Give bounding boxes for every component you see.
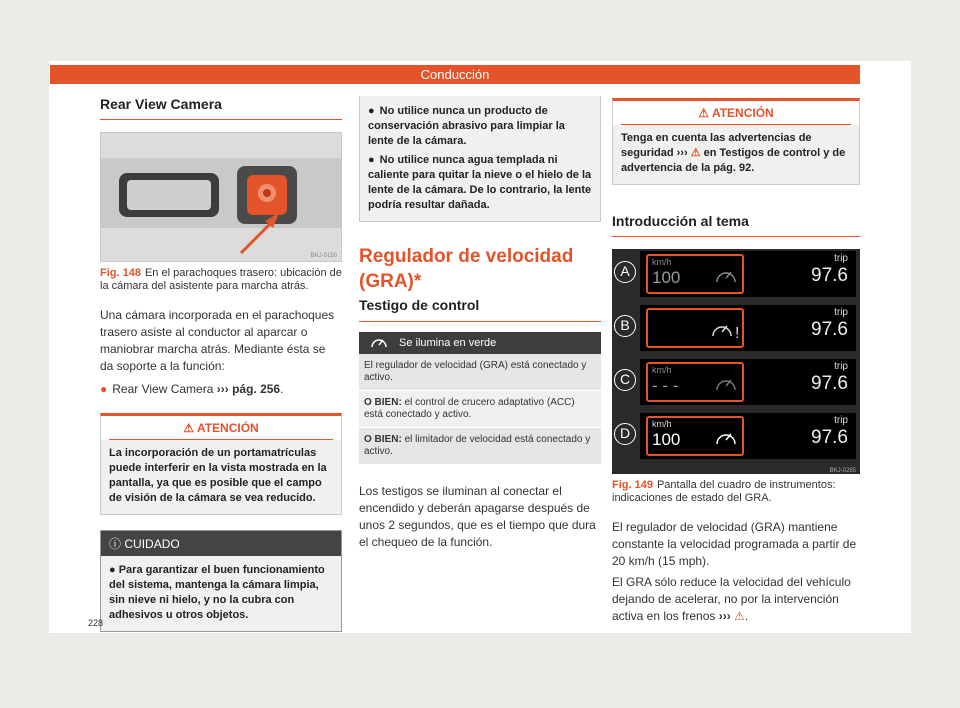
figure-caption [612,479,860,505]
bullet-end: . [280,382,284,396]
continued-note-box [359,96,601,222]
body-text: El regulador de velocidad (GRA) mantiene constante la velocidad programada a partir de 20 km/h (15 mph). [612,520,857,568]
caption-text: Pantalla del cuadro de instrumentos: indicaciones de estado del GRA. [612,479,836,504]
trip-value: 97.6 [811,427,848,448]
figure-caption [100,267,342,293]
note-bullet-text: Para garantizar el buen funcionamiento del sistema, mantenga la cámara limpia, sin nieve ni hielo, y no la cubra con adhesivos u otros objetos. [109,564,325,621]
speed-unit: km/h [652,257,672,267]
speed-value: 100 [652,430,681,449]
column-1 [100,96,342,632]
warning-header [109,416,333,440]
speed-panel [646,362,744,402]
figure-number: Fig. 149 [612,479,653,491]
row-letter: B [614,315,636,337]
speed-panel [646,254,744,294]
note-box [100,530,342,632]
speed-unit: km/h [652,419,672,429]
speed-value: - - - [652,376,679,395]
note-bullet-text: No utilice nunca agua templada ni caliente para quitar la nieve o el hielo de la lente de la cámara. De lo contrario, la lente podría resultar dañada. [368,154,592,211]
table-header: Se ilumina en verde [399,332,601,354]
row-text: el control de crucero adaptativo (ACC) está conectado y activo. [364,397,575,420]
bullet-item [100,381,342,398]
figure-number: Fig. 148 [100,267,141,279]
trip-label: trip [834,307,848,318]
warning-icon: ⚠ [183,421,195,435]
warning-text: La incorporación de un portamatrículas puede interferir en la vista mostrada en la pantalla, ya que es posible que el campo de visión de la cámara se vea reducido. [101,440,341,514]
cluster-row-d [640,413,856,459]
bullet-dot: ● [368,105,375,117]
info-icon: ⓘ [109,537,122,551]
warning-text [613,125,859,184]
body-text: Los testigos se iluminan al conectar el encendido y deberán apagarse después de unos 2 segundos, que es el tiempo que dura el chequeo de la función. [359,484,596,549]
body-text-content: El GRA sólo reduce la velocidad del vehículo dejando de acelerar, no por la intervención activa en los frenos [612,575,851,623]
speed-panel [646,416,744,456]
camera-illustration [101,133,341,261]
page-header: Conducción [50,65,860,84]
bullet-text: Rear View Camera [112,382,214,396]
note-text [101,556,341,631]
warning-text-pre: Tenga en cuenta las advertencias de seguridad [621,132,812,159]
cluster-row-b [640,305,856,351]
speed-value: 100 [652,268,681,287]
row-letter: D [614,423,636,445]
page-link[interactable]: ››› [718,609,731,623]
speedometer-warning-icon [710,316,744,342]
bullet-dot: ● [109,564,116,576]
warning-box [612,98,860,185]
note-bullet-1 [368,104,592,149]
speedometer-icon [714,426,738,448]
instrument-cluster-figure [612,249,860,474]
warning-link[interactable]: ››› [676,147,688,159]
table-row [359,354,601,391]
warning-icon: ⚠ [734,609,745,623]
section-title-intro: Introducción al tema [612,213,860,237]
trip-label: trip [834,253,848,264]
figure-code: BKJ-0150 [310,253,337,259]
bullet-dot: ● [368,154,375,166]
speed-unit: km/h [652,365,672,375]
table-row [359,428,601,465]
caption-text: En el parachoques trasero: ubicación de la cámara del asistente para marcha atrás. [100,267,342,292]
speedometer-icon [370,335,388,349]
trip-label: trip [834,361,848,372]
indicator-table [359,332,601,465]
figure-code: BKJ-0285 [829,468,856,474]
row-bold: O BIEN: [364,397,402,408]
body-text: Una cámara incorporada en el parachoques trasero asiste al conductor al aparcar o maniobrar marcha atrás. Mediante ésta se da soporte a la función: [100,308,335,373]
section-title-gra: Regulador de velocidad (GRA)* [359,246,574,292]
bullet-dot: ● [100,382,108,396]
svg-text:!: ! [735,325,740,342]
column-2 [359,96,601,551]
page-link[interactable]: ››› pág. 256 [216,382,281,396]
trip-label: trip [834,415,848,426]
row-letter: C [614,369,636,391]
note-bullet-text: No utilice nunca un producto de conservación abrasivo para limpiar la lente de la cámara. [368,105,565,147]
subsection-title: Testigo de control [359,297,601,322]
trip-value: 97.6 [811,265,848,286]
warning-title: ATENCIÓN [196,421,259,435]
trip-value: 97.6 [811,319,848,340]
row-letter: A [614,261,636,283]
row-text: el limitador de velocidad está conectado y activo. [364,434,591,457]
warning-box [100,413,342,515]
row-text: El regulador de velocidad (GRA) está conectado y activo. [364,360,587,383]
speedometer-icon [714,264,738,286]
warning-icon: ⚠ [690,147,701,159]
note-title: CUIDADO [124,537,180,551]
section-title-camera: Rear View Camera [100,96,342,120]
cluster-row-c [640,359,856,405]
warning-text-post: en Testigos de control y de advertencia de la pág. 92. [621,147,846,174]
table-icon-cell [359,332,399,354]
row-bold: O BIEN: [364,434,402,445]
trip-value: 97.6 [811,373,848,394]
camera-figure [100,132,342,262]
table-row [359,391,601,428]
column-3 [612,98,860,625]
note-header [101,531,341,556]
page-number: 228 [88,618,104,628]
speed-panel [646,308,744,348]
cluster-row-a [640,251,856,297]
warning-header [621,101,851,125]
speedometer-icon [714,372,738,394]
note-bullet-2 [368,153,592,213]
body-text-2: El GRA sólo reduce la velocidad del vehículo dejando de acelerar, no por la intervención activa en los frenos ››› ⚠. [612,575,851,623]
warning-title: ATENCIÓN [711,106,774,120]
warning-icon: ⚠ [698,106,710,120]
